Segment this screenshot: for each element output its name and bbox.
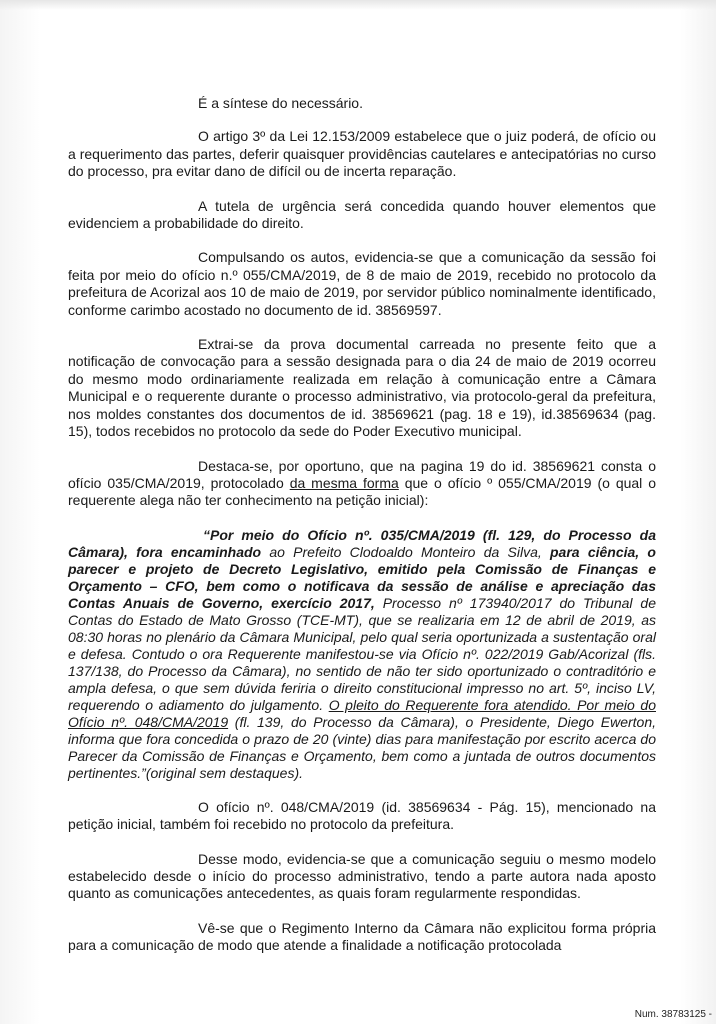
quote-bold-1: “Por meio do Ofício nº. 035/CMA/2019 (fl. 129, do Processo da Câmara), fora encaminhado bbox=[68, 526, 656, 560]
scan-shadow bbox=[0, 0, 716, 10]
paragraph-law-article: O artigo 3º da Lei 12.153/2009 estabelece que o juiz poderá, de ofício ou a requerimento das partes, deferir quaisquer providências cautelares e antecipatórias no curso do processo, pra evitar dano de difícil ou de incerta reparação. bbox=[68, 128, 656, 180]
paragraph-highlight-text-b: que o ofício º 055/CMA/2019 (o qual o requerente alega não ter conhecimento na petição inicial): bbox=[68, 474, 656, 509]
paragraph-oficio-048: O ofício nº. 048/CMA/2019 (id. 38569634 - Pág. 15), mencionado na petição inicial, também foi recebido no protocolo da prefeitura. bbox=[68, 798, 656, 833]
paragraph-synthesis: É a síntese do necessário. bbox=[198, 95, 363, 111]
paragraph-highlight-underlined: da mesma forma bbox=[289, 474, 399, 491]
quote-bold-2: para ciência, o parecer e projeto de Decreto Legislativo, emitido pela Comissão de Finanças e Orçamento – CFO, bem como o notificava da sessão de análise e apreciação das Contas Anuais de Governo, exercício 2017, bbox=[68, 543, 656, 611]
document-body bbox=[68, 95, 656, 972]
quote-text-1: ao Prefeito Clodoaldo Monteiro da Silva, bbox=[261, 543, 550, 560]
paragraph-conclusion: Desse modo, evidencia-se que a comunicação seguiu o mesmo modelo estabelecido desde o início do processo administrativo, tendo a parte autora nada aposto quanto as comunicações antecedentes, as quais foram regularmente respondidas. bbox=[68, 850, 656, 902]
paragraph-highlight-text-a: Destaca-se, por oportuno, que na pagina 19 do id. 38569621 consta o ofício 035/CMA/2019, protocolado bbox=[68, 457, 656, 491]
paragraph-regimento: Vê-se que o Regimento Interno da Câmara não explicitou forma própria para a comunicação de modo que atende a finalidade a notificação protocolada bbox=[68, 919, 656, 954]
document-number: Num. 38783125 - bbox=[634, 1009, 712, 1020]
quote-text-2: Processo nº 173940/2017 do Tribunal de Contas do Estado de Mato Grosso (TCE-MT), que se realizaria em 12 de abril de 2019, as 08:30 horas no plenário da Câmara Municipal, pelo qual seria oportunizada a sustentação oral e defesa. Contudo o ora Requerente manifestou-se via Ofício nº. 022/2019 Gab/Acorizal (fls. 137/138, do Processo da Câmara), no sentido de não ter sido oportunizado o contraditório e ampla defesa, o que sem dúvida feriria o direito constitucional impresso no art. 5º, inciso LV, requerendo o adiamento do julgamento. bbox=[68, 594, 657, 713]
paragraph-documentary-evidence: Extrai-se da prova documental carreada no presente feito que a notificação de convocação para a sessão designada para o dia 24 de maio de 2019 ocorreu do mesmo modo ordinariamente realizada em relação à comunicação entre a Câmara Municipal e o requerente durante o processo administrativo, via protocolo-geral da prefeitura, nos moldes constantes dos documentos de id. 38569621 (pag. 18 e 19), id.38569634 (pag. 15), todos recebidos no protocolo da sede do Poder Executivo municipal. bbox=[68, 336, 656, 440]
quote-text-3: (fl. 139, do Processo da Câmara), o Presidente, Diego Ewerton, informa que fora concedida o prazo de 20 (vinte) dias para manifestação por escrito acerca do Parecer da Comissão de Finanças e Orçamento, bem como a juntada de outros documentos pertinentes.”(original sem destaques). bbox=[68, 713, 656, 781]
paragraph-urgency: A tutela de urgência será concedida quando houver elementos que evidenciem a probabilidade do direito. bbox=[68, 197, 656, 232]
block-quote bbox=[68, 527, 656, 782]
paragraph-case-records: Compulsando os autos, evidencia-se que a comunicação da sessão foi feita por meio do ofício n.º 055/CMA/2019, de 8 de maio de 2019, recebido no protocolo da prefeitura de Acorizal aos 10 de maio de 2019, por servidor público nominalmente identificado, conforme carimbo acostado no documento de id. 38569597. bbox=[68, 249, 656, 318]
paragraph-highlight bbox=[68, 458, 656, 510]
quote-underlined: O pleito do Requerente fora atendido. Por meio do Ofício nº. 048/CMA/2019 bbox=[68, 696, 656, 730]
